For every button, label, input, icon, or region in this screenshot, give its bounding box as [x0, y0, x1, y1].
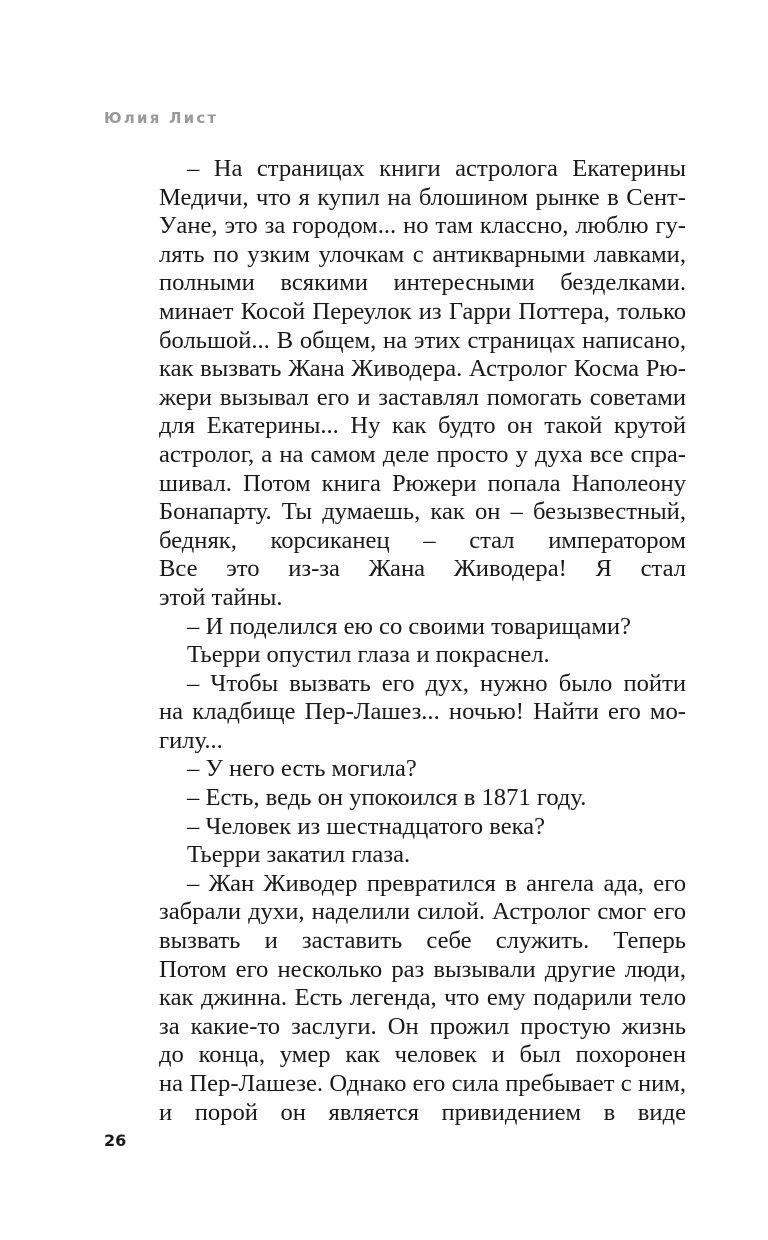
- text-line: забрали духи, наделили силой. Астролог смог его: [159, 898, 686, 926]
- text-line: полными всякими интересными безделками.: [159, 269, 686, 297]
- text-line: бедняк, корсиканец – стал императором: [159, 526, 686, 554]
- text-line: лять по узким улочкам с антикварными лавками,: [159, 240, 686, 268]
- text-line: жери вызывал его и заставлял помогать советами: [159, 383, 686, 411]
- text-line: как джинна. Есть легенда, что ему подарили тело: [159, 984, 686, 1012]
- text-line: гилу...: [159, 726, 223, 754]
- text-line: на Пер-Лашезе. Однако его сила пребывает с ним,: [159, 1070, 686, 1097]
- text-line: – Есть, ведь он упокоился в 1871 году.: [187, 784, 587, 812]
- text-line: Потом его несколько раз вызывали другие люди,: [159, 955, 686, 983]
- running-head: Юлия Лист: [104, 109, 219, 127]
- text-line: как вызвать Жана Живодера. Астролог Косма Рю-: [159, 355, 686, 383]
- body-text: [159, 155, 686, 1127]
- text-line: вызвать и заставить себе служить. Теперь: [159, 927, 686, 955]
- text-line: на кладбище Пер-Лашез... ночью! Найти его мо-: [159, 698, 686, 726]
- text-line: – Жан Живодер превратился в ангела ада, его: [187, 869, 686, 897]
- text-line: – На страницах книги астролога Екатерины: [187, 155, 686, 182]
- text-line: для Екатерины... Ну как будто он такой крутой: [159, 412, 686, 440]
- text-line: Уане, это за городом... но там классно, люблю гу-: [159, 212, 686, 240]
- text-line: Все это из-за Жана Живодера! Я стал: [159, 555, 686, 583]
- text-line: – У него есть могила?: [187, 755, 417, 783]
- page-number: 26: [104, 1131, 127, 1150]
- text-line: за какие-то заслуги. Он прожил простую жизнь: [159, 1012, 686, 1040]
- text-line: и порой он является привидением в виде: [159, 1098, 686, 1126]
- text-line: – Человек из шестнадцатого века?: [187, 812, 546, 840]
- text-line: Медичи, что я купил на блошином рынке в Сент-: [159, 183, 686, 211]
- text-line: Бонапарту. Ты думаешь, как он – безызвестный,: [159, 498, 686, 526]
- text-line: – Чтобы вызвать его дух, нужно было пойти: [187, 669, 686, 697]
- text-line: большой... В общем, на этих страницах написано,: [159, 326, 686, 354]
- text-line: астролог, а на самом деле просто у духа все спра-: [159, 440, 686, 468]
- text-line: шивал. Потом книга Рюжери попала Наполеону: [159, 469, 686, 497]
- text-line: этой тайны.: [159, 583, 283, 611]
- text-line: Тьерри закатил глаза.: [187, 841, 411, 869]
- text-line: Тьерри опустил глаза и покраснел.: [187, 641, 550, 669]
- text-line: минает Косой Переулок из Гарри Поттера, только: [159, 297, 686, 325]
- text-line: – И поделился ею со своими товарищами?: [187, 612, 631, 640]
- text-line: до конца, умер как человек и был похоронен: [159, 1041, 686, 1069]
